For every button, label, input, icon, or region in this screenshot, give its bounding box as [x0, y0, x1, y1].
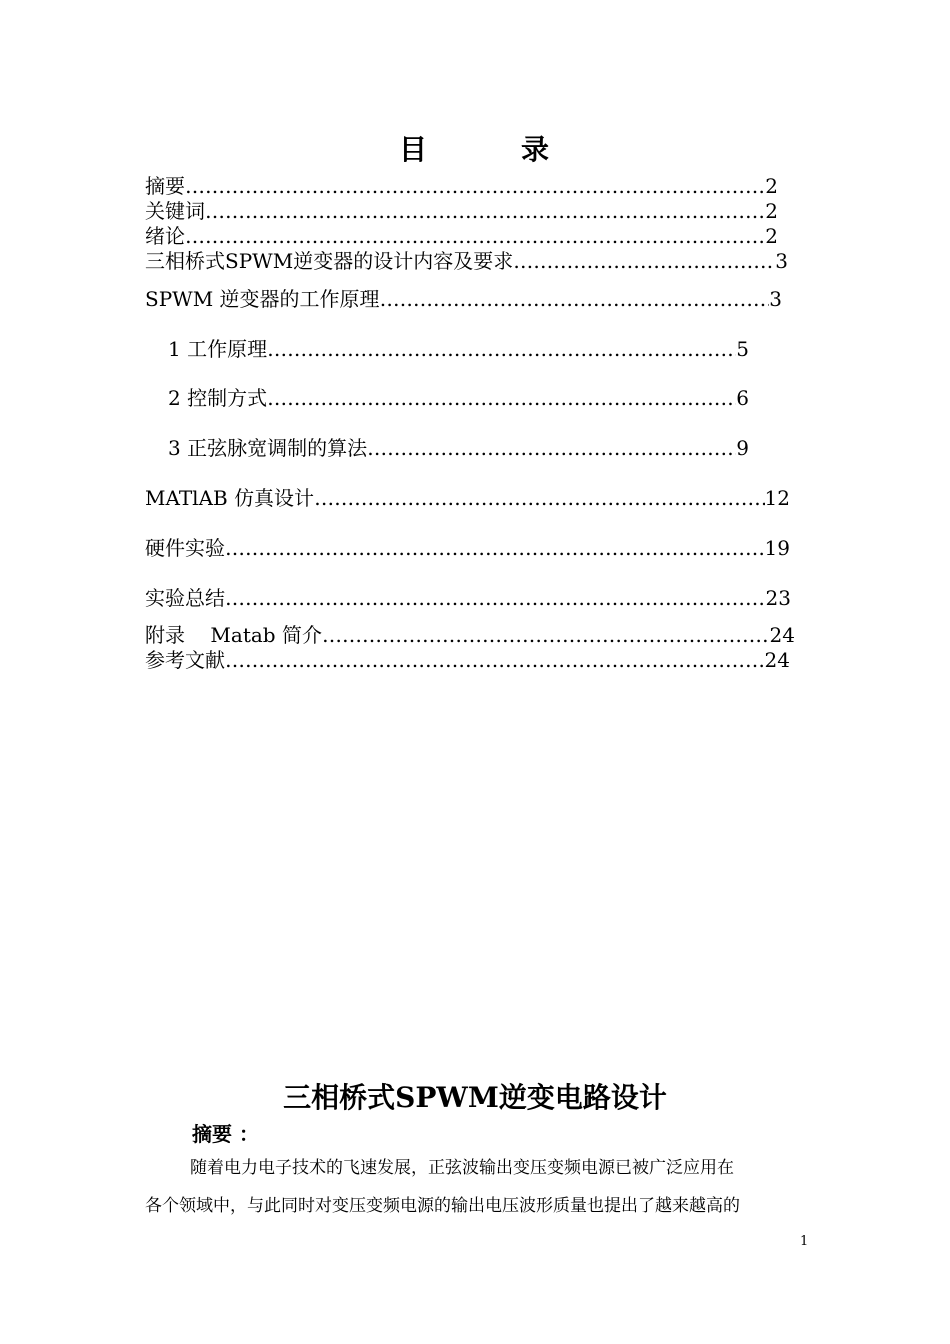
- toc-entry[interactable]: [145, 199, 778, 223]
- toc-entry-label: 3 正弦脉宽调制的算法: [168, 436, 368, 460]
- toc-entry-page: 2: [765, 199, 778, 223]
- abstract-text-line: 各个领域中，与此同时对变压变频电源的输出电压波形质量也提出了越来越高的: [145, 1196, 740, 1216]
- toc-entry-label: MATlAB 仿真设计: [145, 486, 315, 510]
- toc-entry-label: SPWM 逆变器的工作原理: [145, 287, 380, 311]
- toc-entry[interactable]: [145, 224, 778, 248]
- toc-entry-page: 5: [736, 337, 749, 361]
- toc-leader-dots: [185, 174, 765, 198]
- document-title: 三相桥式SPWM逆变电路设计: [283, 1081, 667, 1114]
- toc-entry[interactable]: [145, 648, 790, 672]
- toc-entry-label: 实验总结: [145, 586, 225, 610]
- toc-entry[interactable]: [145, 486, 790, 510]
- toc-leader-dots: [322, 623, 770, 647]
- toc-entry-label: 2 控制方式: [168, 386, 268, 410]
- toc-entry[interactable]: [168, 337, 749, 361]
- toc-entry-page: 19: [764, 536, 790, 560]
- toc-leader-dots: [205, 199, 765, 223]
- abstract-text-line: 随着电力电子技术的飞速发展，正弦波输出变压变频电源已被广泛应用在: [190, 1158, 734, 1178]
- toc-entry[interactable]: [168, 386, 749, 410]
- toc-leader-dots: [225, 586, 766, 610]
- toc-entry[interactable]: [145, 249, 788, 273]
- toc-entry-page: 6: [736, 386, 749, 410]
- toc-leader-dots: [380, 287, 770, 311]
- toc-entry-page: 3: [769, 287, 782, 311]
- toc-entry-label: 1 工作原理: [168, 337, 268, 361]
- toc-leader-dots: [185, 224, 765, 248]
- toc-entry-page: 9: [736, 436, 749, 460]
- toc-entry[interactable]: [145, 623, 795, 647]
- toc-title-right: 录: [521, 133, 552, 166]
- abstract-heading: 摘要 ：: [192, 1122, 259, 1146]
- toc-leader-dots: [367, 436, 736, 460]
- toc-title-left: 目: [398, 133, 429, 166]
- toc-entry-page: 2: [765, 224, 778, 248]
- toc-entry[interactable]: [145, 536, 790, 560]
- toc-leader-dots: [225, 536, 765, 560]
- toc-entry-label: 附录 Matab 简介: [145, 623, 322, 647]
- toc-entry[interactable]: [145, 586, 791, 610]
- toc-title: [0, 128, 950, 168]
- toc-leader-dots: [225, 648, 765, 672]
- toc-leader-dots: [267, 337, 736, 361]
- toc-entry-label: 三相桥式SPWM逆变器的设计内容及要求: [145, 249, 514, 273]
- toc-entry-page: 24: [764, 648, 790, 672]
- toc-entry-page: 12: [764, 486, 790, 510]
- toc-leader-dots: [513, 249, 775, 273]
- page-number: 1: [800, 1234, 809, 1249]
- toc-entry-label: 参考文献: [145, 648, 225, 672]
- toc-leader-dots: [314, 486, 764, 510]
- toc-entry[interactable]: [145, 174, 778, 198]
- toc-entry-label: 绪论: [145, 224, 185, 248]
- toc-entry-label: 关键词: [145, 199, 205, 223]
- toc-entry-label: 摘要: [145, 174, 185, 198]
- toc-entry-label: 硬件实验: [145, 536, 225, 560]
- toc-entry[interactable]: [168, 436, 749, 460]
- toc-entry-page: 3: [775, 249, 788, 273]
- toc-entry-page: 24: [769, 623, 795, 647]
- toc-entry-page: 23: [765, 586, 791, 610]
- toc-entry[interactable]: [145, 287, 782, 311]
- toc-entry-page: 2: [765, 174, 778, 198]
- toc-leader-dots: [267, 386, 736, 410]
